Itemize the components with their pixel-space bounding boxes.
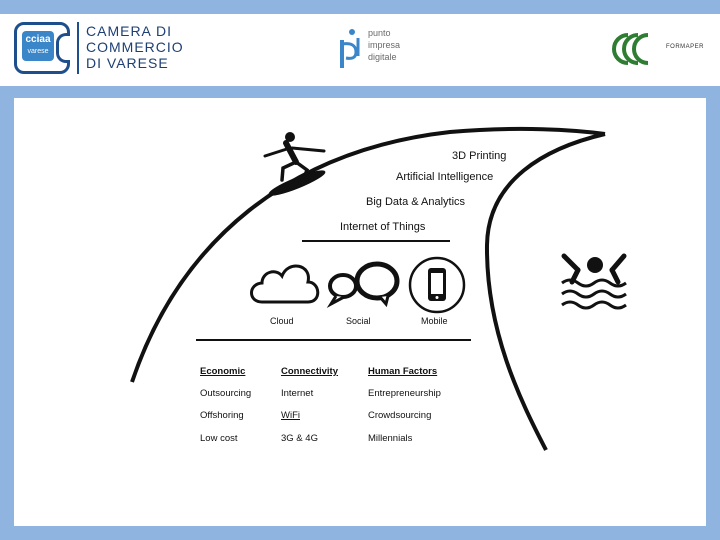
table-header-human-factors: Human Factors — [368, 366, 438, 377]
wave-front-curve — [132, 129, 605, 382]
formaper-logo-text: FORMAPER — [666, 44, 705, 50]
pid-logo-line: impresa — [368, 40, 401, 50]
smartphone-icon — [410, 258, 464, 312]
pid-logo-line: punto — [368, 28, 391, 38]
table-cell: Internet — [281, 388, 314, 399]
table-cell: 3G & 4G — [281, 433, 318, 444]
wave-label: 3D Printing — [452, 150, 507, 162]
table-cell: Millennials — [368, 433, 413, 444]
cloud-icon — [252, 266, 318, 302]
icon-label-mobile: Mobile — [421, 316, 448, 326]
surfer-icon — [265, 132, 327, 199]
cciaa-logo-text: cciaa — [25, 34, 51, 45]
icon-label-social: Social — [346, 316, 371, 326]
chamber-name-line: CAMERA DI — [86, 23, 173, 39]
wave-back-curve — [487, 134, 605, 450]
cciaa-logo-subtext: varese — [27, 48, 49, 55]
table-cell: WiFi — [281, 410, 300, 421]
chamber-name-line: DI VARESE — [86, 55, 169, 71]
wave-label: Artificial Intelligence — [396, 171, 494, 183]
table-cell: Crowdsourcing — [368, 410, 432, 421]
table-cell: Entrepreneurship — [368, 388, 441, 399]
table-header-economic: Economic — [200, 366, 246, 377]
table-cell: Low cost — [200, 433, 238, 444]
table-cell: Offshoring — [200, 410, 244, 421]
pid-logo-line: digitale — [368, 52, 397, 62]
icon-label-cloud: Cloud — [270, 316, 294, 326]
chamber-name-line: COMMERCIO — [86, 39, 184, 55]
table-header-connectivity: Connectivity — [281, 366, 339, 377]
speech-bubbles-icon — [330, 264, 397, 304]
wave-label: Internet of Things — [340, 221, 426, 233]
wave-label: Big Data & Analytics — [366, 196, 466, 208]
drowning-swimmer-icon — [562, 256, 626, 308]
table-cell: Outsourcing — [200, 388, 252, 399]
